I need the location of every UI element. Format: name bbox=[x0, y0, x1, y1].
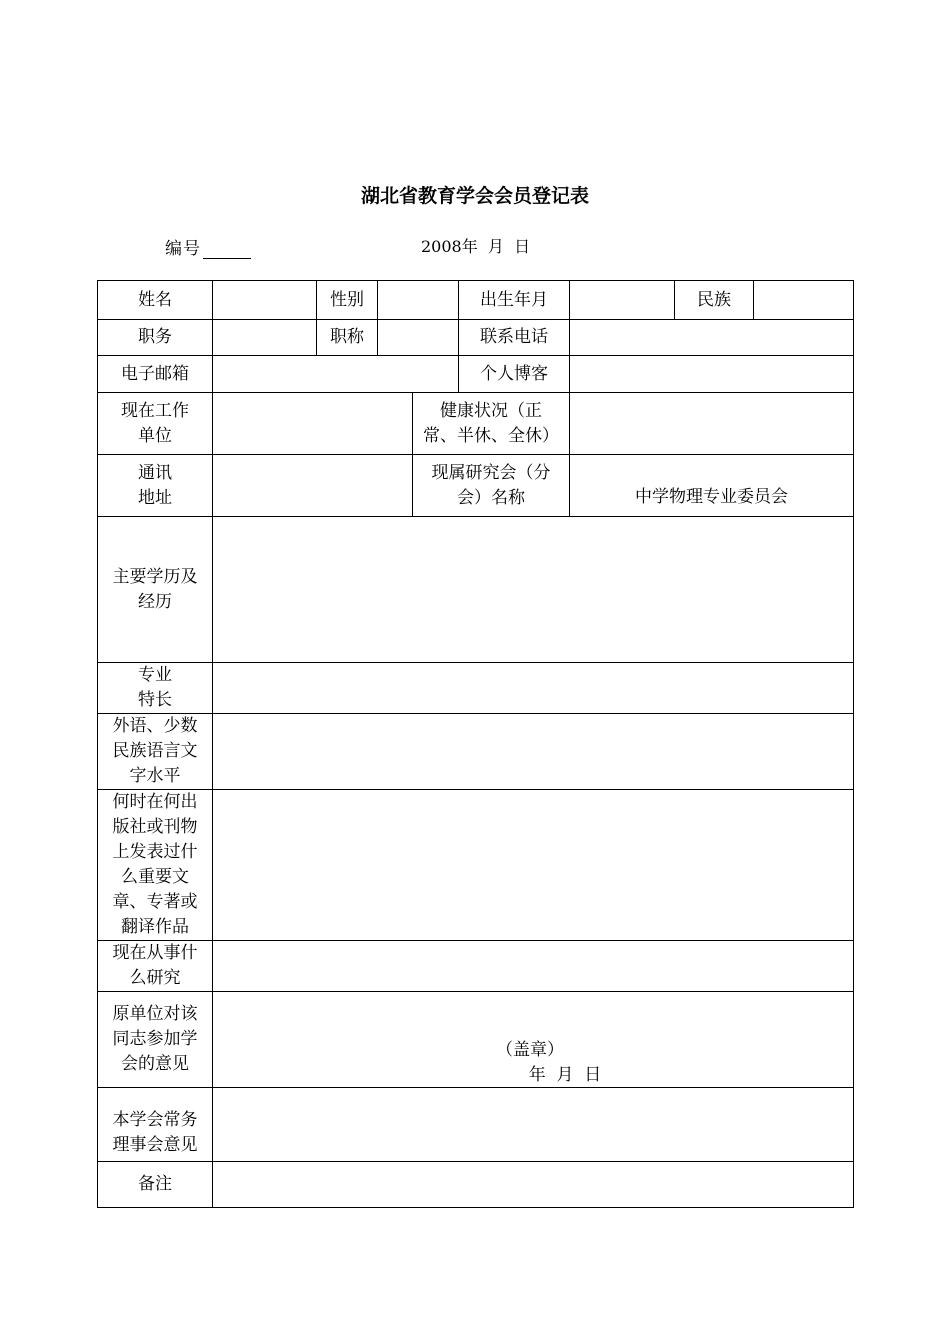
row-unit bbox=[98, 393, 854, 455]
specialty-label bbox=[98, 663, 213, 714]
specialty-label-line1: 专业 bbox=[138, 665, 172, 685]
language-label-line3: 字水平 bbox=[129, 766, 181, 786]
publications-label-line3: 上发表过什 bbox=[112, 842, 198, 862]
publications-label-line2: 版社或刊物 bbox=[112, 817, 198, 837]
address-label bbox=[98, 455, 213, 517]
unit-field[interactable] bbox=[213, 393, 413, 455]
serial-blank[interactable] bbox=[203, 240, 251, 259]
form-title: 湖北省教育学会会员登记表 bbox=[360, 185, 589, 207]
address-field[interactable] bbox=[213, 455, 413, 517]
post-field[interactable] bbox=[213, 320, 317, 356]
email-label: 电子邮箱 bbox=[98, 356, 213, 393]
original-unit-field[interactable] bbox=[213, 992, 854, 1088]
research-label-line1: 现在从事什 bbox=[112, 943, 198, 963]
row-publications bbox=[98, 790, 854, 941]
birth-field[interactable] bbox=[570, 281, 675, 320]
ethnic-field[interactable] bbox=[754, 281, 854, 320]
phone-label: 联系电话 bbox=[459, 320, 570, 356]
council-label-line1: 本学会常务 bbox=[112, 1109, 198, 1130]
education-label-line1: 主要学历及 bbox=[112, 566, 198, 587]
gender-label: 性别 bbox=[317, 281, 378, 320]
gender-field[interactable] bbox=[378, 281, 459, 320]
remarks-field[interactable] bbox=[213, 1162, 854, 1208]
original-unit-label bbox=[98, 992, 213, 1088]
council-field[interactable] bbox=[213, 1088, 854, 1162]
registration-table bbox=[97, 280, 854, 1208]
health-field[interactable] bbox=[570, 393, 854, 455]
society-label-line1: 现属研究会（分 bbox=[431, 462, 551, 483]
education-label bbox=[98, 517, 213, 663]
publications-label-line5: 章、专著或 bbox=[112, 892, 198, 912]
publications-field[interactable] bbox=[213, 790, 854, 941]
unit-label bbox=[98, 393, 213, 455]
original-unit-label-line3: 会的意见 bbox=[121, 1054, 189, 1074]
form-date: 2008年 月 日 bbox=[421, 237, 531, 256]
row-remarks bbox=[98, 1162, 854, 1208]
health-label-line2: 常、半休、全休） bbox=[423, 425, 559, 446]
original-unit-label-line1: 原单位对该 bbox=[112, 1004, 198, 1024]
name-field[interactable] bbox=[213, 281, 317, 320]
serial-label: 编号 bbox=[165, 239, 201, 259]
specialty-field[interactable] bbox=[213, 663, 854, 714]
phone-field[interactable] bbox=[570, 320, 854, 356]
language-label-line2: 民族语言文 bbox=[112, 741, 198, 761]
unit-label-line1: 现在工作 bbox=[121, 400, 189, 421]
row-specialty bbox=[98, 663, 854, 714]
language-label-line1: 外语、少数 bbox=[112, 716, 198, 736]
post-label: 职务 bbox=[98, 320, 213, 356]
society-label bbox=[413, 455, 570, 517]
blog-field[interactable] bbox=[570, 356, 854, 393]
language-label bbox=[98, 714, 213, 790]
row-language bbox=[98, 714, 854, 790]
email-field[interactable] bbox=[213, 356, 459, 393]
remarks-label: 备注 bbox=[98, 1162, 213, 1208]
health-label-line1: 健康状况（正 bbox=[440, 400, 542, 421]
language-field[interactable] bbox=[213, 714, 854, 790]
original-unit-label-line2: 同志参加学 bbox=[112, 1029, 198, 1049]
birth-label: 出生年月 bbox=[459, 281, 570, 320]
publications-label bbox=[98, 790, 213, 941]
row-post bbox=[98, 320, 854, 356]
society-field[interactable]: 中学物理专业委员会 bbox=[570, 455, 854, 517]
row-basic-info bbox=[98, 281, 854, 320]
research-label bbox=[98, 941, 213, 992]
health-label bbox=[413, 393, 570, 455]
research-label-line2: 么研究 bbox=[129, 968, 181, 988]
row-research bbox=[98, 941, 854, 992]
blog-label: 个人博客 bbox=[459, 356, 570, 393]
publications-label-line6: 翻译作品 bbox=[121, 917, 189, 937]
ethnic-label: 民族 bbox=[675, 281, 754, 320]
name-label: 姓名 bbox=[98, 281, 213, 320]
society-label-line2: 会）名称 bbox=[457, 487, 525, 508]
row-council-opinion bbox=[98, 1088, 854, 1162]
publications-label-line1: 何时在何出 bbox=[112, 792, 198, 812]
address-label-line2: 地址 bbox=[138, 487, 172, 508]
council-label bbox=[98, 1088, 213, 1162]
unit-label-line2: 单位 bbox=[138, 425, 172, 446]
seal-text: （盖章） bbox=[496, 1040, 564, 1060]
specialty-label-line2: 特长 bbox=[138, 690, 172, 710]
research-field[interactable] bbox=[213, 941, 854, 992]
title-label: 职称 bbox=[317, 320, 378, 356]
serial-number bbox=[165, 234, 251, 259]
publications-label-line4: 么重要文 bbox=[121, 867, 189, 887]
seal-date: 年 月 日 bbox=[528, 1065, 602, 1085]
title-field[interactable] bbox=[378, 320, 459, 356]
education-field[interactable] bbox=[213, 517, 854, 663]
address-label-line1: 通讯 bbox=[138, 462, 172, 483]
row-address bbox=[98, 455, 854, 517]
education-label-line2: 经历 bbox=[138, 591, 172, 612]
row-contact bbox=[98, 356, 854, 393]
row-original-unit-opinion bbox=[98, 992, 854, 1088]
council-label-line2: 理事会意见 bbox=[112, 1134, 198, 1155]
row-education bbox=[98, 517, 854, 663]
